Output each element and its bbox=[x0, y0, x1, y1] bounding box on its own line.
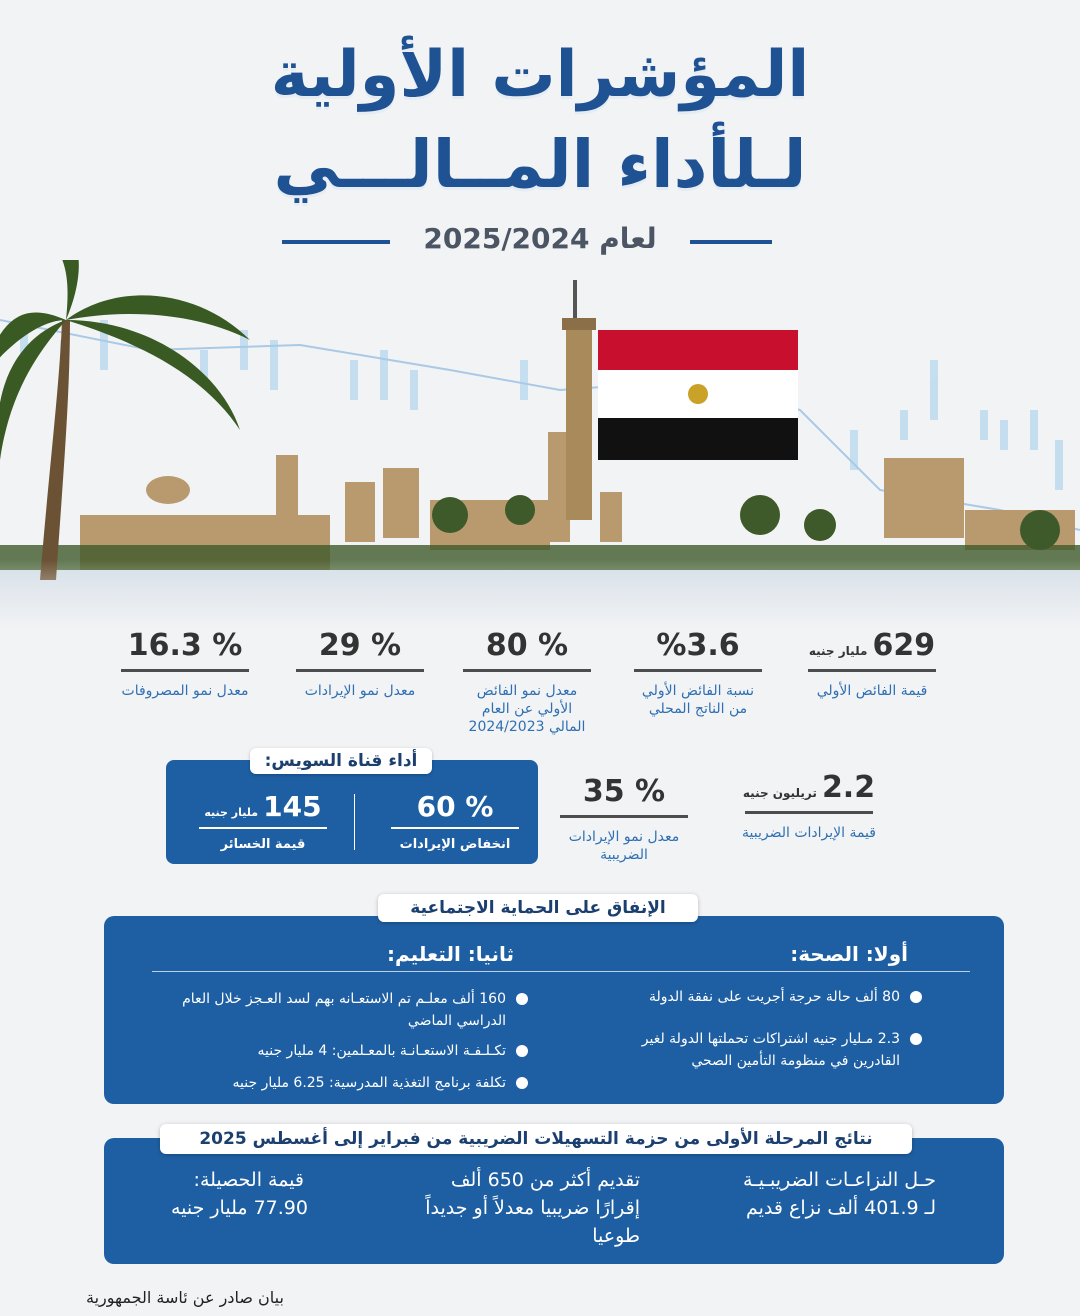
suez-title: أداء قناة السويس: bbox=[250, 748, 432, 774]
result-proceeds-label: قيمة الحصيلة: bbox=[193, 1169, 304, 1191]
indicator-surplus-gdp-ratio: %3.6 نسبة الفائض الأولي من الناتج المحلي bbox=[634, 628, 762, 718]
source-footer: بيان صادر عن ئاسة الجمهورية bbox=[86, 1288, 284, 1307]
indicator-tax-revenue-growth: % 35 معدل نمو الإيرادات الضريبية bbox=[560, 774, 688, 864]
suez-canal-panel bbox=[166, 760, 538, 864]
year-label: لعام 2025/2024 bbox=[390, 222, 690, 255]
suez-revenue-drop: % 60 انخفاض الإيرادات bbox=[380, 790, 530, 852]
tax-results-panel bbox=[104, 1138, 1004, 1264]
education-item-2: تكـلـفـة الاستعـانـة بالمعـلمين: 4 مليار جنيه bbox=[176, 1040, 528, 1062]
health-item-1: 80 ألف حالة حرجة أجريت على نفقة الدولة bbox=[600, 986, 922, 1008]
suez-divider bbox=[354, 794, 355, 850]
title-line-1: المؤشرات الأولية bbox=[270, 38, 810, 112]
result-proceeds-value: 77.90 مليار جنيه bbox=[170, 1197, 308, 1219]
indicator-tax-revenue: 2.2 تريليون جنيه قيمة الإيرادات الضريبية bbox=[742, 770, 876, 841]
indicator-revenue-growth: % 29 معدل نمو الإيرادات bbox=[296, 628, 424, 700]
education-title: ثانيا: التعليم: bbox=[387, 942, 514, 966]
social-divider bbox=[152, 971, 970, 972]
cairo-tower bbox=[562, 280, 596, 520]
tax-results-title: نتائج المرحلة الأولى من حزمة التسهيلات الضريبية من فبراير إلى أغسطس 2025 bbox=[160, 1124, 912, 1154]
result-disputes: حـل النزاعـات الضريبـيـة لـ 401.9 ألف نزاع قديم bbox=[742, 1169, 936, 1219]
education-item-3: تكلفة برنامج التغذية المدرسية: 6.25 مليار جنيه bbox=[176, 1072, 528, 1094]
bullet-icon bbox=[516, 993, 528, 1005]
cairo-skyline-illustration bbox=[0, 260, 1080, 630]
result-declarations: تقديم أكثر من 650 ألف إقرارًا ضريبيا معدلاً أو جديداً طوعيا bbox=[425, 1169, 640, 1247]
social-protection-title: الإنفاق على الحماية الاجتماعية bbox=[378, 894, 698, 922]
education-item-1: 160 ألف معلـم تم الاستعـانه بهم لسد العـجز خلال العام الدراسي الماضي bbox=[176, 988, 528, 1032]
indicator-surplus-growth: % 80 معدل نمو الفائض الأولي عن العام المالي 2024/2023 bbox=[462, 628, 592, 736]
indicator-primary-surplus: 629 مليار جنيه قيمة الفائض الأولي bbox=[808, 628, 936, 699]
social-protection-panel bbox=[104, 916, 1004, 1104]
health-title: أولا: الصحة: bbox=[790, 942, 908, 966]
indicator-expenditure-growth: % 16.3 معدل نمو المصروفات bbox=[121, 628, 249, 699]
suez-losses: 145 مليار جنيه قيمة الخسائر bbox=[188, 790, 338, 852]
bullet-icon bbox=[910, 991, 922, 1003]
title-line-2: لـلأداء المــالـــي bbox=[273, 126, 807, 203]
bullet-icon bbox=[910, 1033, 922, 1045]
egypt-flag-icon bbox=[598, 330, 798, 460]
bullet-icon bbox=[516, 1045, 528, 1057]
health-item-2: 2.3 مـليار جنيه اشتراكات تحملتها الدولة لغير القادرين في منظومة التأمين الصحي bbox=[600, 1028, 922, 1072]
bullet-icon bbox=[516, 1077, 528, 1089]
